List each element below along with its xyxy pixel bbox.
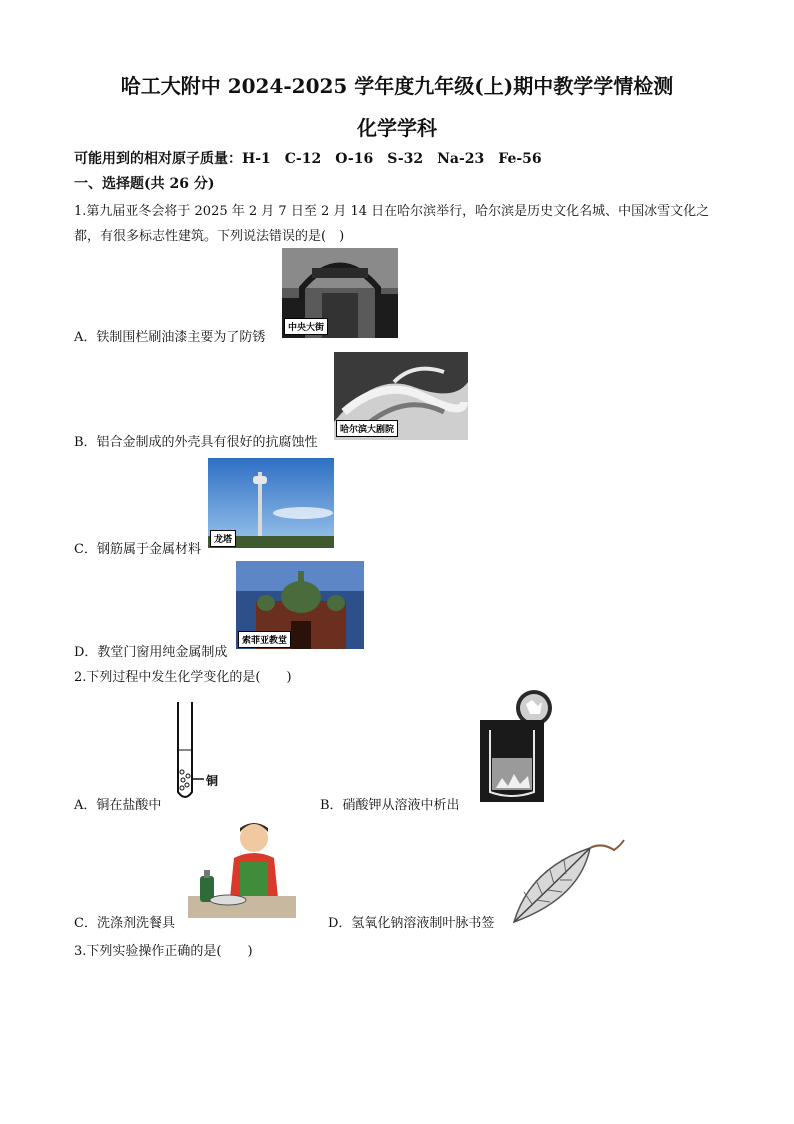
photo-caption: 中央大街 (284, 318, 328, 335)
photo-caption: 龙塔 (210, 530, 236, 547)
central-street-photo (282, 248, 398, 338)
washing-dishes-figure (188, 818, 296, 918)
question-1-stem: 1.第九届亚冬会将于 2025 年 2 月 7 日至 2 月 14 日在哈尔滨举行，哈尔滨是历史文化名城、中国冰雪文化之 (74, 204, 710, 219)
q1-option-d: D．教堂门窗用纯金属制成 (74, 645, 228, 660)
q2-option-c: C．洗涤剂洗餐具 (74, 916, 175, 931)
photo-caption: 索菲亚教堂 (238, 631, 291, 648)
subject-title: 化学学科 (357, 116, 437, 140)
copper-label: 铜 (206, 774, 219, 788)
q1-option-a: A．铁制围栏刷油漆主要为了防锈 (74, 330, 266, 345)
grand-theatre-photo (334, 352, 468, 440)
q2-option-d: D．氢氧化钠溶液制叶脉书签 (328, 916, 495, 931)
photo-caption: 哈尔滨大剧院 (336, 420, 398, 437)
q1-option-b: B．铝合金制成的外壳具有很好的抗腐蚀性 (74, 435, 318, 450)
question-3-stem: 3.下列实验操作正确的是( ) (74, 944, 253, 959)
atomic-masses: 可能用到的相对原子质量：H-1 C-12 O-16 S-32 Na-23 Fe-56 (74, 151, 542, 167)
question-1-stem-cont: 都，有很多标志性建筑。下列说法错误的是( ) (74, 229, 345, 244)
sophia-church-photo (236, 561, 364, 649)
crystallization-figure (478, 688, 558, 802)
leaf-vein-figure (510, 838, 626, 926)
test-tube-figure (168, 700, 228, 804)
q2-option-a: A．铜在盐酸中 (74, 798, 162, 813)
exam-title: 哈工大附中 2024-2025 学年度九年级(上)期中教学学情检测 (120, 74, 674, 98)
section-heading: 一、选择题(共 26 分) (74, 176, 215, 192)
q2-option-b: B．硝酸钾从溶液中析出 (320, 798, 460, 813)
q1-option-c: C．钢筋属于金属材料 (74, 542, 201, 557)
dragon-tower-photo (208, 458, 334, 548)
question-2-stem: 2.下列过程中发生化学变化的是( ) (74, 670, 292, 685)
